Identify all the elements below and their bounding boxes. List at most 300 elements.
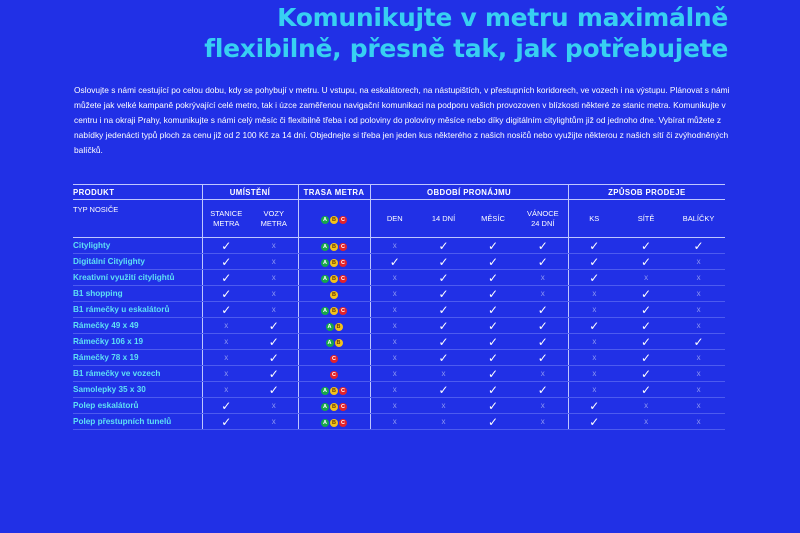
pkgs-cell: [672, 318, 725, 334]
cars-cell: [250, 238, 298, 254]
d14-cell: [419, 366, 468, 382]
cross-icon: x: [592, 337, 597, 346]
month-cell: [468, 382, 518, 398]
day-cell: [370, 414, 419, 430]
cross-icon: x: [224, 321, 229, 330]
stations-cell: [202, 270, 250, 286]
line-b-icon: B: [330, 291, 338, 299]
line-a-icon: A: [321, 419, 329, 427]
table-row: [73, 414, 725, 430]
line-b-icon: B: [330, 259, 338, 267]
month-cell: [468, 238, 518, 254]
subheader-cars-l1: VOZY: [263, 209, 284, 218]
pkgs-cell: [672, 270, 725, 286]
check-icon: ✓: [589, 398, 600, 413]
table-row: [73, 398, 725, 414]
route-lines: [321, 387, 347, 395]
ks-cell: [568, 302, 620, 318]
cars-cell: [250, 302, 298, 318]
route-lines: [330, 355, 338, 363]
cross-icon: x: [224, 369, 229, 378]
subheader-cars-l2: METRA: [260, 218, 287, 228]
check-icon: ✓: [537, 350, 548, 365]
nets-cell: [620, 382, 672, 398]
cross-icon: x: [392, 321, 397, 330]
cross-icon: x: [696, 353, 701, 362]
check-icon: ✓: [438, 350, 449, 365]
subheader-14days: 14 DNÍ: [419, 200, 468, 238]
header-period: OBDOBÍ PRONÁJMU: [370, 185, 568, 200]
check-icon: ✓: [221, 270, 232, 285]
cross-icon: x: [696, 369, 701, 378]
check-icon: ✓: [487, 334, 499, 349]
cross-icon: x: [392, 401, 397, 410]
cars-cell: [250, 382, 298, 398]
ks-cell: [568, 318, 620, 334]
xmas-cell: [518, 398, 568, 414]
cross-icon: x: [696, 305, 701, 314]
cross-icon: x: [271, 417, 276, 426]
stations-cell: [202, 366, 250, 382]
line-a-icon: A: [321, 275, 329, 283]
cars-cell: [250, 286, 298, 302]
pkgs-cell: [672, 366, 725, 382]
header-placement: UMÍSTĚNÍ: [202, 185, 298, 200]
route-lines: [321, 259, 347, 267]
cross-icon: x: [224, 385, 229, 394]
stations-cell: [202, 414, 250, 430]
subheader-day: DEN: [370, 200, 419, 238]
route-lines: [321, 275, 347, 283]
check-icon: ✓: [438, 302, 449, 317]
subheader-xmas-l1: VÁNOCE: [526, 209, 559, 218]
ks-cell: [568, 286, 620, 302]
check-icon: ✓: [487, 366, 499, 381]
check-icon: ✓: [487, 398, 499, 413]
nets-cell: [620, 286, 672, 302]
cross-icon: x: [540, 401, 545, 410]
ks-cell: [568, 398, 620, 414]
line-c-icon: C: [330, 355, 338, 363]
check-icon: ✓: [589, 270, 600, 285]
page-title-line-1: Komunikujte v metru maximálně: [277, 3, 728, 32]
pkgs-cell: [672, 302, 725, 318]
line-c-icon: C: [339, 259, 347, 267]
line-b-icon: B: [330, 403, 338, 411]
check-icon: ✓: [537, 238, 548, 253]
cross-icon: x: [392, 417, 397, 426]
page-title-line-2: flexibilně, přesně tak, jak potřebujete: [204, 34, 728, 63]
check-icon: ✓: [693, 334, 704, 349]
product-name: B1 rámečky u eskalátorů: [73, 302, 202, 318]
cars-cell: [250, 350, 298, 366]
d14-cell: [419, 318, 468, 334]
cross-icon: x: [540, 417, 545, 426]
cross-icon: x: [392, 289, 397, 298]
product-name: B1 shopping: [73, 286, 202, 302]
cross-icon: x: [696, 401, 701, 410]
stations-cell: [202, 398, 250, 414]
line-a-icon: A: [326, 323, 334, 331]
table-row: [73, 238, 725, 254]
line-a-icon: A: [321, 216, 329, 224]
line-b-icon: B: [335, 339, 343, 347]
line-b-icon: B: [330, 419, 338, 427]
check-icon: ✓: [487, 238, 499, 253]
ks-cell: [568, 366, 620, 382]
month-cell: [468, 254, 518, 270]
nets-cell: [620, 238, 672, 254]
day-cell: [370, 254, 419, 270]
route-lines: [321, 307, 347, 315]
check-icon: ✓: [221, 286, 232, 301]
cross-icon: x: [696, 417, 701, 426]
page-title: [28, 2, 728, 64]
check-icon: ✓: [487, 318, 499, 333]
check-icon: ✓: [537, 382, 548, 397]
month-cell: [468, 270, 518, 286]
ks-cell: [568, 254, 620, 270]
month-cell: [468, 398, 518, 414]
day-cell: [370, 286, 419, 302]
ks-cell: [568, 270, 620, 286]
check-icon: ✓: [487, 350, 499, 365]
cars-cell: [250, 414, 298, 430]
pkgs-cell: [672, 350, 725, 366]
check-icon: ✓: [589, 414, 600, 429]
route-cell: [298, 270, 370, 286]
subheader-stations-l1: STANICE: [210, 209, 243, 218]
line-c-icon: C: [339, 307, 347, 315]
check-icon: ✓: [221, 238, 232, 253]
header-sale: ZPŮSOB PRODEJE: [568, 185, 725, 200]
route-lines: [326, 323, 343, 331]
cross-icon: x: [271, 257, 276, 266]
d14-cell: [419, 286, 468, 302]
table-row: [73, 382, 725, 398]
stations-cell: [202, 350, 250, 366]
cross-icon: x: [441, 369, 446, 378]
check-icon: ✓: [438, 238, 449, 253]
line-b-icon: B: [330, 243, 338, 251]
d14-cell: [419, 398, 468, 414]
route-cell: [298, 414, 370, 430]
stations-cell: [202, 302, 250, 318]
nets-cell: [620, 366, 672, 382]
line-a-icon: A: [321, 403, 329, 411]
check-icon: ✓: [537, 302, 548, 317]
month-cell: [468, 318, 518, 334]
cars-cell: [250, 270, 298, 286]
line-b-icon: B: [330, 387, 338, 395]
table-row: [73, 334, 725, 350]
check-icon: ✓: [438, 382, 449, 397]
line-b-icon: B: [335, 323, 343, 331]
line-c-icon: C: [339, 403, 347, 411]
route-lines: [321, 403, 347, 411]
xmas-cell: [518, 302, 568, 318]
subheader-networks: SÍTĚ: [620, 200, 672, 238]
check-icon: ✓: [268, 382, 279, 397]
line-c-icon: C: [339, 216, 347, 224]
check-icon: ✓: [221, 302, 232, 317]
subheader-xmas: [518, 200, 568, 238]
route-cell: [298, 366, 370, 382]
line-a-icon: A: [321, 259, 329, 267]
nets-cell: [620, 318, 672, 334]
check-icon: ✓: [589, 238, 600, 253]
header-route: TRASA METRA: [298, 185, 370, 200]
d14-cell: [419, 270, 468, 286]
cross-icon: x: [592, 289, 597, 298]
nets-cell: [620, 350, 672, 366]
route-cell: [298, 382, 370, 398]
route-lines: [326, 339, 343, 347]
cross-icon: x: [392, 353, 397, 362]
cross-icon: x: [224, 337, 229, 346]
sub-header-row: [73, 200, 725, 238]
check-icon: ✓: [641, 366, 652, 381]
check-icon: ✓: [268, 334, 279, 349]
d14-cell: [419, 414, 468, 430]
check-icon: ✓: [537, 334, 548, 349]
cars-cell: [250, 334, 298, 350]
xmas-cell: [518, 254, 568, 270]
cross-icon: x: [592, 305, 597, 314]
check-icon: ✓: [641, 334, 652, 349]
product-table: [73, 184, 725, 430]
cross-icon: x: [540, 273, 545, 282]
cross-icon: x: [271, 289, 276, 298]
day-cell: [370, 334, 419, 350]
check-icon: ✓: [438, 254, 449, 269]
cross-icon: x: [644, 273, 649, 282]
stations-cell: [202, 238, 250, 254]
table-row: [73, 286, 725, 302]
intro-paragraph: Oslovujte s námi cestující po celou dobu, kdy se pohybují v metru. U vstupu, na eskalátorech, na nástupištích, v přestupních koridorech, ve vozech i na výstupu. Plánovat s námi můžete jak velké kampaně pokrývající celé metro, tak i úzce zaměřenou navigační komunikaci na podporu vašich provozoven v blízkosti některé ze stanic metra. Komunikujte v centru i na okraji Prahy, komunikujte s námi celý měsíc či flexibilně třeba i od poloviny do poloviny měsíce nebo díky digitálním citylightům již od jednoho dne. Vybírat můžete z nabídky jedenácti typů ploch za cenu již od 2 100 Kč za 14 dní. Objednejte si třeba jen jeden kus některého z našich nosičů nebo využijte některou z našich sítí či zvýhodněných balíčků.: [74, 85, 730, 156]
line-c-icon: C: [339, 243, 347, 251]
check-icon: ✓: [389, 254, 400, 269]
cross-icon: x: [644, 401, 649, 410]
ks-cell: [568, 350, 620, 366]
route-cell: [298, 350, 370, 366]
line-c-icon: C: [339, 275, 347, 283]
check-icon: ✓: [268, 366, 279, 381]
cross-icon: x: [441, 401, 446, 410]
cars-cell: [250, 254, 298, 270]
check-icon: ✓: [537, 254, 548, 269]
check-icon: ✓: [589, 254, 600, 269]
header-product: PRODUKT: [73, 185, 202, 200]
cars-cell: [250, 366, 298, 382]
check-icon: ✓: [221, 398, 232, 413]
xmas-cell: [518, 382, 568, 398]
day-cell: [370, 366, 419, 382]
table-row: [73, 302, 725, 318]
subheader-stations-l2: METRA: [213, 218, 240, 228]
nets-cell: [620, 398, 672, 414]
d14-cell: [419, 334, 468, 350]
pkgs-cell: [672, 414, 725, 430]
xmas-cell: [518, 414, 568, 430]
check-icon: ✓: [268, 318, 279, 333]
month-cell: [468, 414, 518, 430]
cross-icon: x: [696, 385, 701, 394]
d14-cell: [419, 302, 468, 318]
nets-cell: [620, 302, 672, 318]
day-cell: [370, 270, 419, 286]
cross-icon: x: [392, 369, 397, 378]
product-name: Polep eskalátorů: [73, 398, 202, 414]
ks-cell: [568, 414, 620, 430]
stations-cell: [202, 318, 250, 334]
cross-icon: x: [392, 241, 397, 250]
line-a-icon: A: [326, 339, 334, 347]
check-icon: ✓: [641, 238, 652, 253]
check-icon: ✓: [589, 318, 600, 333]
pkgs-cell: [672, 398, 725, 414]
month-cell: [468, 366, 518, 382]
table-row: [73, 254, 725, 270]
table-row: [73, 366, 725, 382]
day-cell: [370, 382, 419, 398]
cars-cell: [250, 318, 298, 334]
stations-cell: [202, 382, 250, 398]
check-icon: ✓: [641, 286, 652, 301]
route-cell: [298, 238, 370, 254]
route-cell: [298, 318, 370, 334]
table-row: [73, 270, 725, 286]
subheader-route-lines: [298, 200, 370, 238]
subheader-stations: [202, 200, 250, 238]
ks-cell: [568, 334, 620, 350]
xmas-cell: [518, 334, 568, 350]
check-icon: ✓: [537, 318, 548, 333]
route-lines: [321, 243, 347, 251]
subheader-month: MĚSÍC: [468, 200, 518, 238]
d14-cell: [419, 238, 468, 254]
table-body: [73, 238, 725, 430]
stations-cell: [202, 254, 250, 270]
check-icon: ✓: [487, 286, 499, 301]
check-icon: ✓: [487, 382, 499, 397]
check-icon: ✓: [487, 414, 499, 429]
table-row: [73, 318, 725, 334]
subheader-ks: KS: [568, 200, 620, 238]
route-lines: [330, 371, 338, 379]
line-a-icon: A: [321, 243, 329, 251]
check-icon: ✓: [221, 414, 232, 429]
month-cell: [468, 350, 518, 366]
product-name: Digitální Citylighty: [73, 254, 202, 270]
cars-cell: [250, 398, 298, 414]
product-name: Samolepky 35 x 30: [73, 382, 202, 398]
day-cell: [370, 318, 419, 334]
line-a-icon: A: [321, 387, 329, 395]
month-cell: [468, 302, 518, 318]
month-cell: [468, 334, 518, 350]
pkgs-cell: [672, 334, 725, 350]
cross-icon: x: [696, 257, 701, 266]
line-c-icon: C: [339, 419, 347, 427]
cross-icon: x: [392, 385, 397, 394]
pkgs-cell: [672, 382, 725, 398]
cross-icon: x: [271, 401, 276, 410]
table-row: [73, 350, 725, 366]
check-icon: ✓: [438, 286, 449, 301]
ks-cell: [568, 382, 620, 398]
xmas-cell: [518, 286, 568, 302]
cross-icon: x: [592, 353, 597, 362]
route-legend: [321, 216, 347, 224]
pkgs-cell: [672, 254, 725, 270]
d14-cell: [419, 382, 468, 398]
day-cell: [370, 398, 419, 414]
line-b-icon: B: [330, 307, 338, 315]
nets-cell: [620, 414, 672, 430]
cross-icon: x: [392, 273, 397, 282]
line-c-icon: C: [330, 371, 338, 379]
ks-cell: [568, 238, 620, 254]
month-cell: [468, 286, 518, 302]
check-icon: ✓: [221, 254, 232, 269]
stations-cell: [202, 334, 250, 350]
pkgs-cell: [672, 238, 725, 254]
xmas-cell: [518, 270, 568, 286]
stations-cell: [202, 286, 250, 302]
cross-icon: x: [540, 289, 545, 298]
pkgs-cell: [672, 286, 725, 302]
cross-icon: x: [592, 385, 597, 394]
line-a-icon: A: [321, 307, 329, 315]
subheader-packages: BALÍČKY: [672, 200, 725, 238]
product-name: Kreativní využití citylightů: [73, 270, 202, 286]
xmas-cell: [518, 238, 568, 254]
check-icon: ✓: [438, 334, 449, 349]
line-b-icon: B: [330, 275, 338, 283]
check-icon: ✓: [487, 254, 499, 269]
nets-cell: [620, 334, 672, 350]
xmas-cell: [518, 350, 568, 366]
product-name: Rámečky 106 x 19: [73, 334, 202, 350]
day-cell: [370, 302, 419, 318]
group-header-row: [73, 185, 725, 200]
cross-icon: x: [271, 305, 276, 314]
nets-cell: [620, 270, 672, 286]
product-name: B1 rámečky ve vozech: [73, 366, 202, 382]
check-icon: ✓: [641, 254, 652, 269]
day-cell: [370, 238, 419, 254]
check-icon: ✓: [487, 270, 499, 285]
subheader-xmas-l2: 24 DNÍ: [531, 218, 555, 228]
cross-icon: x: [696, 273, 701, 282]
check-icon: ✓: [268, 350, 279, 365]
route-cell: [298, 398, 370, 414]
product-name: Rámečky 78 x 19: [73, 350, 202, 366]
check-icon: ✓: [693, 238, 704, 253]
route-cell: [298, 302, 370, 318]
route-cell: [298, 254, 370, 270]
d14-cell: [419, 350, 468, 366]
route-lines: [321, 419, 347, 427]
check-icon: ✓: [641, 318, 652, 333]
xmas-cell: [518, 318, 568, 334]
product-name: Citylighty: [73, 238, 202, 254]
cross-icon: x: [271, 273, 276, 282]
cross-icon: x: [392, 305, 397, 314]
cross-icon: x: [392, 337, 397, 346]
line-b-icon: B: [330, 216, 338, 224]
